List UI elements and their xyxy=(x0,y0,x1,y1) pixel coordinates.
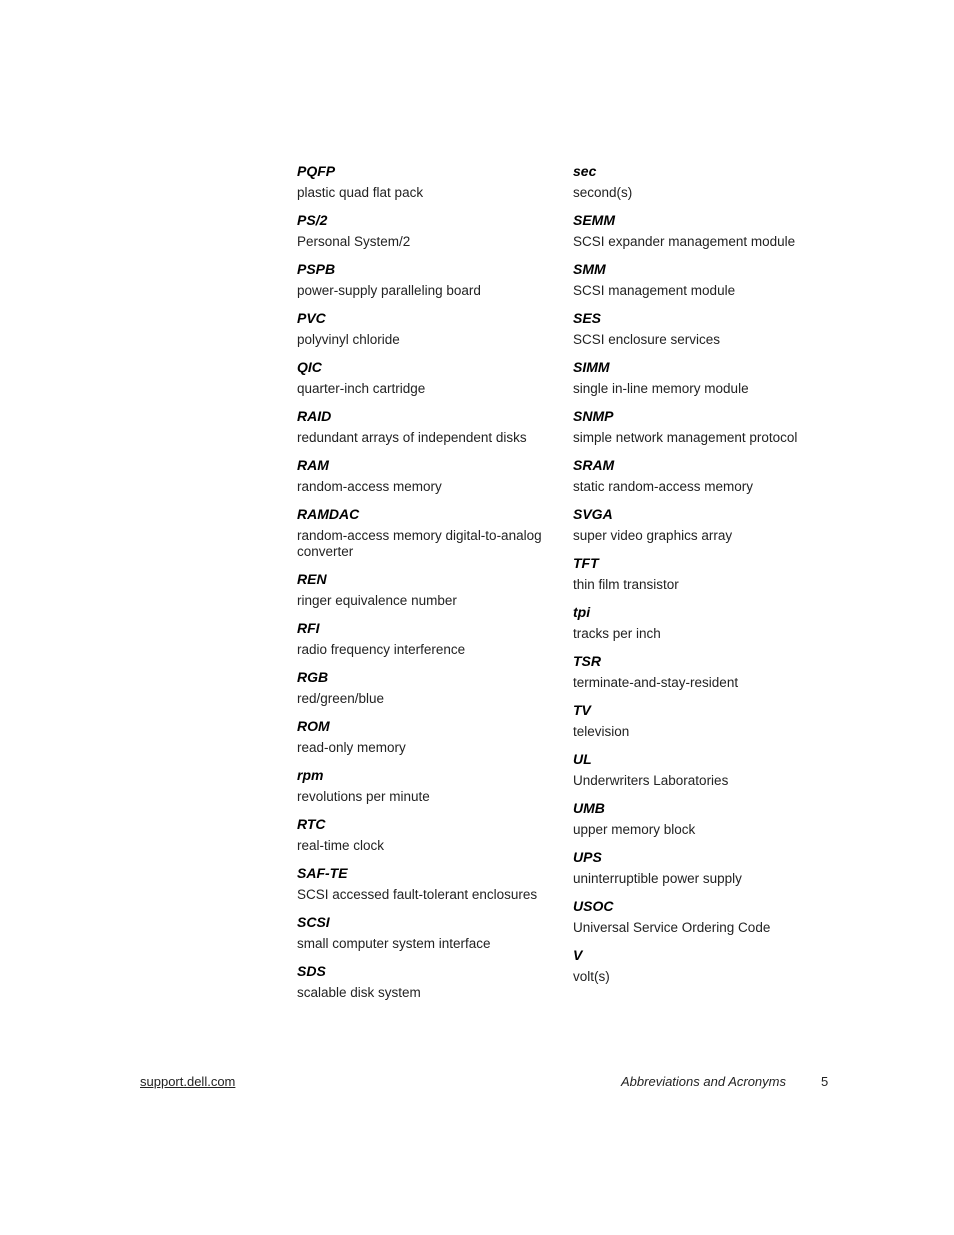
glossary-entry xyxy=(573,555,835,593)
glossary-term: TFT xyxy=(573,555,599,571)
glossary-entry xyxy=(297,310,559,348)
glossary-term: PS/2 xyxy=(297,212,328,228)
glossary-term: UMB xyxy=(573,800,605,816)
glossary-term: SIMM xyxy=(573,359,610,375)
footer-section-title: Abbreviations and Acronyms xyxy=(621,1074,786,1089)
glossary-entry xyxy=(573,800,835,838)
glossary-entry xyxy=(573,702,835,740)
glossary-definition: single in-line memory module xyxy=(573,381,749,396)
glossary-entry xyxy=(297,718,559,756)
glossary-term: tpi xyxy=(573,604,591,620)
glossary-definition: real-time clock xyxy=(297,838,385,853)
glossary-term: SMM xyxy=(573,261,606,277)
glossary-entry xyxy=(297,865,559,903)
glossary-definition: upper memory block xyxy=(573,822,696,837)
glossary-definition: simple network management protocol xyxy=(573,430,798,445)
glossary-entry xyxy=(573,163,835,201)
glossary-definition: read-only memory xyxy=(297,740,406,755)
glossary-term: SNMP xyxy=(573,408,614,424)
glossary-entry xyxy=(297,620,559,658)
glossary-definition: scalable disk system xyxy=(297,985,421,1000)
glossary-term: REN xyxy=(297,571,327,587)
glossary-term: RTC xyxy=(297,816,326,832)
glossary-definition: tracks per inch xyxy=(573,626,661,641)
glossary-left-column xyxy=(297,163,559,1012)
glossary-definition: random-access memory xyxy=(297,479,442,494)
glossary-term: SCSI xyxy=(297,914,330,930)
glossary-definition: volt(s) xyxy=(573,969,610,984)
glossary-entry xyxy=(573,310,835,348)
glossary-definition: SCSI management module xyxy=(573,283,736,298)
glossary-term: ROM xyxy=(297,718,330,734)
glossary-right-column xyxy=(573,163,835,996)
glossary-definition: plastic quad flat pack xyxy=(297,185,424,200)
glossary-term: UL xyxy=(573,751,592,767)
glossary-entry xyxy=(573,408,835,446)
glossary-definition: thin film transistor xyxy=(573,577,679,592)
glossary-entry xyxy=(573,898,835,936)
glossary-term: SDS xyxy=(297,963,326,979)
glossary-definition: static random-access memory xyxy=(573,479,754,494)
glossary-term: SVGA xyxy=(573,506,613,522)
glossary-entry xyxy=(573,359,835,397)
glossary-entry xyxy=(573,506,835,544)
glossary-definition: small computer system interface xyxy=(297,936,491,951)
glossary-entry xyxy=(297,261,559,299)
glossary-term: SES xyxy=(573,310,602,326)
glossary-term: TV xyxy=(573,702,591,718)
glossary-entry xyxy=(297,669,559,707)
glossary-definition: second(s) xyxy=(573,185,633,200)
glossary-term: sec xyxy=(573,163,597,179)
glossary-definition: Universal Service Ordering Code xyxy=(573,920,771,935)
glossary-entry xyxy=(573,457,835,495)
glossary-entry xyxy=(573,947,835,985)
glossary-entry xyxy=(297,163,559,201)
glossary-entry xyxy=(297,212,559,250)
glossary-term: RGB xyxy=(297,669,329,685)
glossary-definition: radio frequency interference xyxy=(297,642,466,657)
glossary-term: rpm xyxy=(297,767,324,783)
glossary-term: UPS xyxy=(573,849,602,865)
glossary-term: PSPB xyxy=(297,261,336,277)
glossary-term: SEMM xyxy=(573,212,615,228)
glossary-entry xyxy=(573,261,835,299)
glossary-entry xyxy=(297,914,559,952)
glossary-entry xyxy=(297,767,559,805)
glossary-entry xyxy=(573,212,835,250)
glossary-definition: redundant arrays of independent disks xyxy=(297,430,527,445)
glossary-entry xyxy=(297,457,559,495)
glossary-definition: power-supply paralleling board xyxy=(297,283,481,298)
glossary-entry xyxy=(573,653,835,691)
glossary-term: RAID xyxy=(297,408,332,424)
glossary-definition: super video graphics array xyxy=(573,528,733,543)
footer-page-number: 5 xyxy=(821,1074,829,1089)
glossary-entry xyxy=(297,359,559,397)
glossary-entry xyxy=(297,506,559,560)
glossary-term: RFI xyxy=(297,620,320,636)
glossary-definition: SCSI accessed fault-tolerant enclosures xyxy=(297,887,538,902)
glossary-term: PVC xyxy=(297,310,326,326)
glossary-term: PQFP xyxy=(297,163,336,179)
glossary-term: RAMDAC xyxy=(297,506,360,522)
glossary-definition: uninterruptible power supply xyxy=(573,871,742,886)
glossary-definition: polyvinyl chloride xyxy=(297,332,400,347)
glossary-entry xyxy=(573,751,835,789)
glossary-entry xyxy=(297,408,559,446)
glossary-entry xyxy=(297,963,559,1001)
glossary-term: SRAM xyxy=(573,457,615,473)
glossary-definition: random-access memory digital-to-analog converter xyxy=(297,528,542,559)
glossary-term: SAF-TE xyxy=(297,865,348,881)
glossary-definition: television xyxy=(573,724,630,739)
glossary-entry xyxy=(573,604,835,642)
glossary-term: QIC xyxy=(297,359,322,375)
glossary-definition: terminate-and-stay-resident xyxy=(573,675,739,690)
glossary-definition: revolutions per minute xyxy=(297,789,430,804)
glossary-term: TSR xyxy=(573,653,601,669)
glossary-term: RAM xyxy=(297,457,329,473)
glossary-definition: SCSI enclosure services xyxy=(573,332,721,347)
glossary-definition: Underwriters Laboratories xyxy=(573,773,729,788)
glossary-entry xyxy=(573,849,835,887)
glossary-entry xyxy=(297,816,559,854)
footer-support-link[interactable]: support.dell.com xyxy=(140,1074,236,1089)
glossary-term: USOC xyxy=(573,898,614,914)
glossary-term: V xyxy=(573,947,583,963)
glossary-definition: ringer equivalence number xyxy=(297,593,457,608)
glossary-entry xyxy=(297,571,559,609)
glossary-definition: red/green/blue xyxy=(297,691,385,706)
glossary-definition: SCSI expander management module xyxy=(573,234,796,249)
glossary-definition: Personal System/2 xyxy=(297,234,411,249)
glossary-definition: quarter-inch cartridge xyxy=(297,381,426,396)
